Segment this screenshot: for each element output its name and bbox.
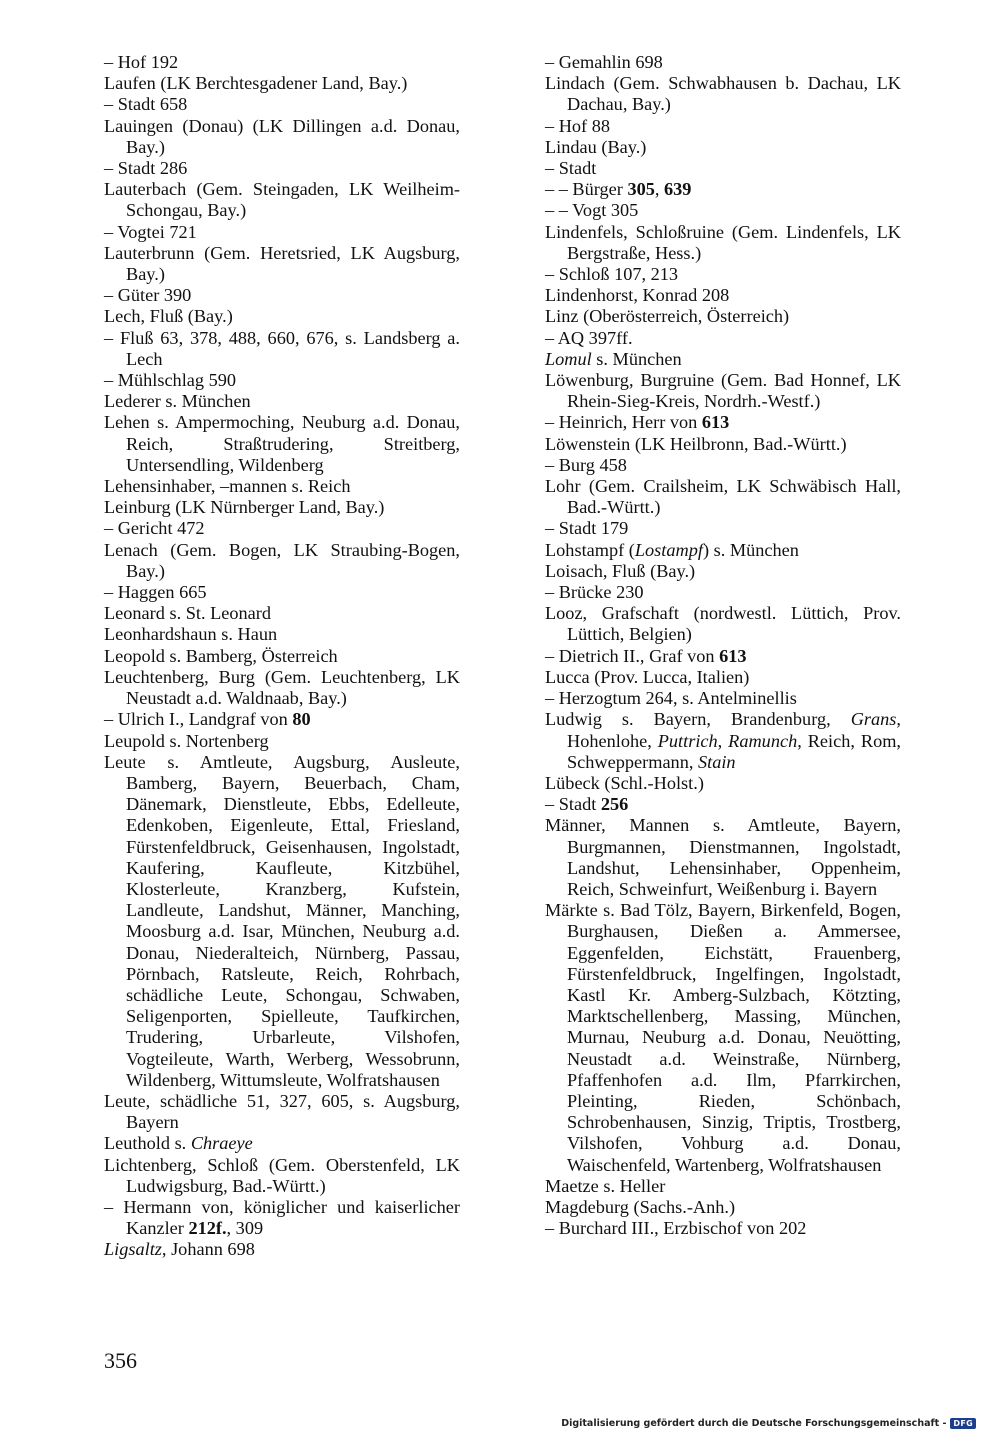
entry-text: , Johann 698 bbox=[161, 1239, 255, 1260]
entry-text: Stain bbox=[697, 751, 736, 772]
index-entry bbox=[104, 370, 460, 391]
index-entry bbox=[104, 73, 460, 94]
index-entry bbox=[545, 455, 901, 476]
entry-text: Leonard s. St. Leonard bbox=[104, 603, 272, 624]
entry-text: – Ulrich I., Landgraf von bbox=[104, 709, 293, 730]
entry-text: – Burg 458 bbox=[545, 454, 627, 475]
index-entry bbox=[104, 412, 460, 476]
entry-text: 613 bbox=[701, 412, 730, 433]
entry-text: Leopold s. Bamberg, Österreich bbox=[104, 645, 338, 666]
footer-credit bbox=[561, 1418, 976, 1429]
entry-text: – Stadt bbox=[545, 794, 601, 815]
entry-text: Märkte s. Bad Tölz, Bayern, Birkenfeld, Bogen, Burghausen, Dießen a. Ammersee, Eggenfelden, Eichstätt, Frauenberg, Fürstenfeldbruck, Ingelfingen, Ingolstadt, Kastl Kr. Amberg-Sulzbach, Kötzting, Marktschellenberg, Massing, München, Murnau, Neuburg a.d. Donau, Neuötting, Neustadt a.d. Weinstraße, Nürnberg, Pfaffenhofen a.d. Ilm, Pfarrkirchen, Pleinting, Rieden, Schönbach, Schrobenhausen, Sinzig, Triptis, Trostberg, Vilshofen, Vohburg a.d. Donau, Waischenfeld, Wartenberg, Wolfratshausen bbox=[545, 900, 901, 1175]
entry-text: Maetze s. Heller bbox=[545, 1175, 666, 1196]
index-entry bbox=[104, 582, 460, 603]
index-entry bbox=[104, 731, 460, 752]
index-entry bbox=[104, 497, 460, 518]
index-entry bbox=[545, 794, 901, 815]
index-entry bbox=[104, 1239, 460, 1260]
index-entry bbox=[545, 200, 901, 221]
entry-text: – Schloß 107, 213 bbox=[545, 264, 679, 285]
entry-text: – Fluß 63, 378, 488, 660, 676, s. Landsberg a. Lech bbox=[104, 327, 460, 369]
entry-text: Löwenstein (LK Heilbronn, Bad.-Württ.) bbox=[545, 433, 847, 454]
entry-text: Linz (Oberösterreich, Österreich) bbox=[545, 306, 790, 327]
entry-text: – Vogtei 721 bbox=[104, 221, 197, 242]
index-entry bbox=[104, 391, 460, 412]
entry-text: Leuthold s. bbox=[104, 1133, 191, 1154]
entry-text: Leonhardshaun s. Haun bbox=[104, 624, 278, 645]
page-number: 356 bbox=[104, 1348, 137, 1373]
index-entry bbox=[545, 222, 901, 264]
entry-text: – Burchard III., Erzbischof von 202 bbox=[545, 1218, 807, 1239]
entry-text: Leupold s. Nortenberg bbox=[104, 730, 269, 751]
index-column-left bbox=[104, 52, 460, 1261]
entry-text: – Mühlschlag 590 bbox=[104, 370, 237, 391]
index-entry bbox=[545, 285, 901, 306]
entry-text: Lomul bbox=[545, 348, 592, 369]
entry-text: s. München bbox=[591, 348, 682, 369]
index-entry bbox=[104, 1091, 460, 1133]
dfg-logo-icon: DFG bbox=[950, 1418, 976, 1429]
index-entry bbox=[545, 582, 901, 603]
index-entry bbox=[104, 603, 460, 624]
index-column-right bbox=[545, 52, 901, 1239]
entry-text: – Stadt bbox=[545, 158, 597, 179]
entry-text: Lauterbach (Gem. Steingaden, LK Weilheim-Schongau, Bay.) bbox=[104, 179, 460, 221]
index-entry bbox=[104, 285, 460, 306]
entry-text: Chraeye bbox=[190, 1133, 253, 1154]
entry-text: Lindenfels, Schloßruine (Gem. Lindenfels, LK Bergstraße, Hess.) bbox=[545, 221, 901, 263]
index-entry bbox=[545, 688, 901, 709]
index-entry bbox=[545, 561, 901, 582]
entry-text: – – Vogt 305 bbox=[545, 200, 639, 221]
index-entry bbox=[104, 624, 460, 645]
entry-text: – Herzogtum 264, s. Antelminellis bbox=[545, 688, 797, 709]
index-entry bbox=[545, 540, 901, 561]
entry-text: Lucca (Prov. Lucca, Italien) bbox=[545, 666, 750, 687]
index-entry bbox=[104, 667, 460, 709]
entry-text: – Stadt 179 bbox=[545, 518, 629, 539]
entry-text: Leute s. Amtleute, Augsburg, Ausleute, Bamberg, Bayern, Beuerbach, Cham, Dänemark, Dienstleute, Ebbs, Edelleute, Edenkoben, Eigenleute, Ettal, Friesland, Fürstenfeldbruck, Geisenhausen, Ingolstadt, Kaufering, Kaufleute, Kitzbühel, Klosterleute, Kranzberg, Kufstein, Landleute, Landshut, Männer, Manching, Moosburg a.d. Isar, München, Neuburg a.d. Donau, Niederalteich, Nürnberg, Passau, Pörnbach, Ratsleute, Reich, Rohrbach, schädliche Leute, Schongau, Schwaben, Seligenporten, Spielleute, Taufkirchen, Trudering, Urbarleute, Vilshofen, Vogteileute, Warth, Werberg, Wessobrunn, Wildenberg, Wittumsleute, Wolfratshausen bbox=[104, 751, 460, 1090]
entry-text: – Hof 88 bbox=[545, 115, 610, 136]
index-entry bbox=[545, 434, 901, 455]
index-entry bbox=[104, 94, 460, 115]
index-entry bbox=[104, 1197, 460, 1239]
index-entry bbox=[104, 709, 460, 730]
index-entry bbox=[104, 476, 460, 497]
entry-text: Lichtenberg, Schloß (Gem. Oberstenfeld, LK Ludwigsburg, Bad.-Württ.) bbox=[104, 1154, 460, 1196]
index-entry bbox=[545, 116, 901, 137]
index-entry bbox=[104, 1133, 460, 1154]
entry-text: Lindau (Bay.) bbox=[545, 136, 647, 157]
entry-text: Lenach (Gem. Bogen, LK Straubing-Bogen, Bay.) bbox=[104, 539, 460, 581]
entry-text: Laufen (LK Berchtesgadener Land, Bay.) bbox=[104, 73, 408, 94]
index-entry bbox=[104, 158, 460, 179]
entry-text: Lehensinhaber, –mannen s. Reich bbox=[104, 476, 351, 497]
index-entry bbox=[545, 603, 901, 645]
index-entry bbox=[104, 1155, 460, 1197]
index-entry bbox=[104, 540, 460, 582]
index-entry bbox=[545, 476, 901, 518]
entry-text: 80 bbox=[292, 709, 311, 730]
index-entry bbox=[104, 52, 460, 73]
entry-text: – Hermann von, königlicher und kaiserlicher Kanzler bbox=[104, 1196, 460, 1239]
entry-text: , 309 bbox=[226, 1218, 264, 1239]
index-entry bbox=[545, 179, 901, 200]
entry-text: 639 bbox=[664, 179, 692, 200]
entry-text: 256 bbox=[600, 794, 629, 815]
entry-text: Männer, Mannen s. Amtleute, Bayern, Burgmannen, Dienstmannen, Ingolstadt, Landshut, Lehensinhaber, Oppenheim, Reich, Schweinfurt, Weißenburg i. Bayern bbox=[545, 815, 901, 899]
index-entry bbox=[545, 709, 901, 773]
index-entry bbox=[545, 328, 901, 349]
entry-text: – Gericht 472 bbox=[104, 518, 205, 539]
entry-text: 613 bbox=[719, 645, 747, 666]
index-entry bbox=[545, 815, 901, 900]
entry-text: – Brücke 230 bbox=[545, 582, 644, 603]
index-entry bbox=[545, 370, 901, 412]
entry-text: Lehen s. Ampermoching, Neuburg a.d. Donau, Reich, Straßtrudering, Streitberg, Untersendling, Wildenberg bbox=[104, 412, 460, 475]
entry-text: , bbox=[654, 179, 664, 200]
entry-text: Lauingen (Donau) (LK Dillingen a.d. Donau, Bay.) bbox=[104, 115, 460, 157]
entry-text: Looz, Grafschaft (nordwestl. Lüttich, Prov. Lüttich, Belgien) bbox=[545, 603, 901, 645]
index-entry bbox=[104, 222, 460, 243]
footer-text: Digitalisierung gefördert durch die Deutsche Forschungsgemeinschaft - bbox=[561, 1418, 947, 1429]
index-entry bbox=[104, 179, 460, 221]
index-entry bbox=[545, 518, 901, 539]
index-entry bbox=[104, 306, 460, 327]
entry-text: , Hohenlohe, bbox=[567, 709, 901, 751]
entry-text: Grans bbox=[850, 709, 897, 730]
index-entry bbox=[104, 518, 460, 539]
entry-text: Magdeburg (Sachs.-Anh.) bbox=[545, 1196, 736, 1217]
entry-text: – Haggen 665 bbox=[104, 582, 207, 603]
entry-text: Lostampf bbox=[634, 539, 703, 560]
entry-text: – Stadt 286 bbox=[104, 158, 188, 179]
index-entry bbox=[545, 306, 901, 327]
entry-text: – Hof 192 bbox=[104, 52, 179, 72]
index-entry bbox=[545, 900, 901, 1176]
entry-text: Löwenburg, Burgruine (Gem. Bad Honnef, LK Rhein-Sieg-Kreis, Nordrh.-Westf.) bbox=[545, 370, 901, 412]
entry-text: , bbox=[717, 730, 729, 751]
index-entry bbox=[104, 752, 460, 1091]
index-entry bbox=[545, 264, 901, 285]
entry-text: Lohr (Gem. Crailsheim, LK Schwäbisch Hall, Bad.-Württ.) bbox=[545, 476, 901, 518]
entry-text: , Reich, Rom, Schweppermann, bbox=[567, 730, 902, 772]
entry-text: – Dietrich II., Graf von bbox=[545, 645, 720, 666]
entry-text: Loisach, Fluß (Bay.) bbox=[545, 560, 696, 581]
index-entry bbox=[545, 1218, 901, 1239]
index-entry bbox=[545, 667, 901, 688]
entry-text: Ludwig s. Bayern, Brandenburg, bbox=[545, 709, 851, 730]
index-entry bbox=[104, 646, 460, 667]
entry-text: – Gemahlin 698 bbox=[545, 52, 663, 72]
index-entry bbox=[545, 773, 901, 794]
entry-text: Lindenhorst, Konrad 208 bbox=[545, 285, 730, 306]
index-entry bbox=[104, 243, 460, 285]
entry-text: 212f. bbox=[188, 1218, 227, 1239]
entry-text: Leuchtenberg, Burg (Gem. Leuchtenberg, LK Neustadt a.d. Waldnaab, Bay.) bbox=[104, 666, 460, 709]
entry-text: Ligsaltz bbox=[104, 1239, 162, 1260]
entry-text: Leute, schädliche 51, 327, 605, s. Augsburg, Bayern bbox=[104, 1090, 460, 1133]
entry-text: – Stadt 658 bbox=[104, 94, 188, 115]
entry-text: – AQ 397ff. bbox=[545, 327, 633, 348]
entry-text: Puttrich bbox=[657, 730, 718, 751]
index-entry bbox=[545, 1197, 901, 1218]
entry-text: Lech, Fluß (Bay.) bbox=[104, 306, 233, 327]
entry-text: Ramunch bbox=[728, 730, 798, 751]
index-entry bbox=[104, 328, 460, 370]
entry-text: – Heinrich, Herr von bbox=[545, 412, 702, 433]
entry-text: Lederer s. München bbox=[104, 391, 251, 412]
entry-text: – – Bürger bbox=[545, 179, 628, 200]
entry-text: Lindach (Gem. Schwabhausen b. Dachau, LK Dachau, Bay.) bbox=[545, 73, 901, 115]
index-entry bbox=[545, 137, 901, 158]
index-entry bbox=[545, 646, 901, 667]
index-entry bbox=[545, 158, 901, 179]
index-entry bbox=[545, 73, 901, 115]
entry-text: Lübeck (Schl.-Holst.) bbox=[545, 772, 704, 793]
entry-text: Lohstampf ( bbox=[545, 539, 635, 560]
entry-text: 305 bbox=[627, 179, 655, 200]
entry-text: Lauterbrunn (Gem. Heretsried, LK Augsburg, Bay.) bbox=[104, 242, 460, 285]
entry-text: Leinburg (LK Nürnberger Land, Bay.) bbox=[104, 497, 385, 518]
index-entry bbox=[545, 412, 901, 433]
index-entry bbox=[545, 349, 901, 370]
index-entry bbox=[545, 1176, 901, 1197]
index-entry bbox=[545, 52, 901, 73]
entry-text: ) s. München bbox=[702, 539, 799, 560]
entry-text: – Güter 390 bbox=[104, 285, 192, 306]
index-entry bbox=[104, 116, 460, 158]
